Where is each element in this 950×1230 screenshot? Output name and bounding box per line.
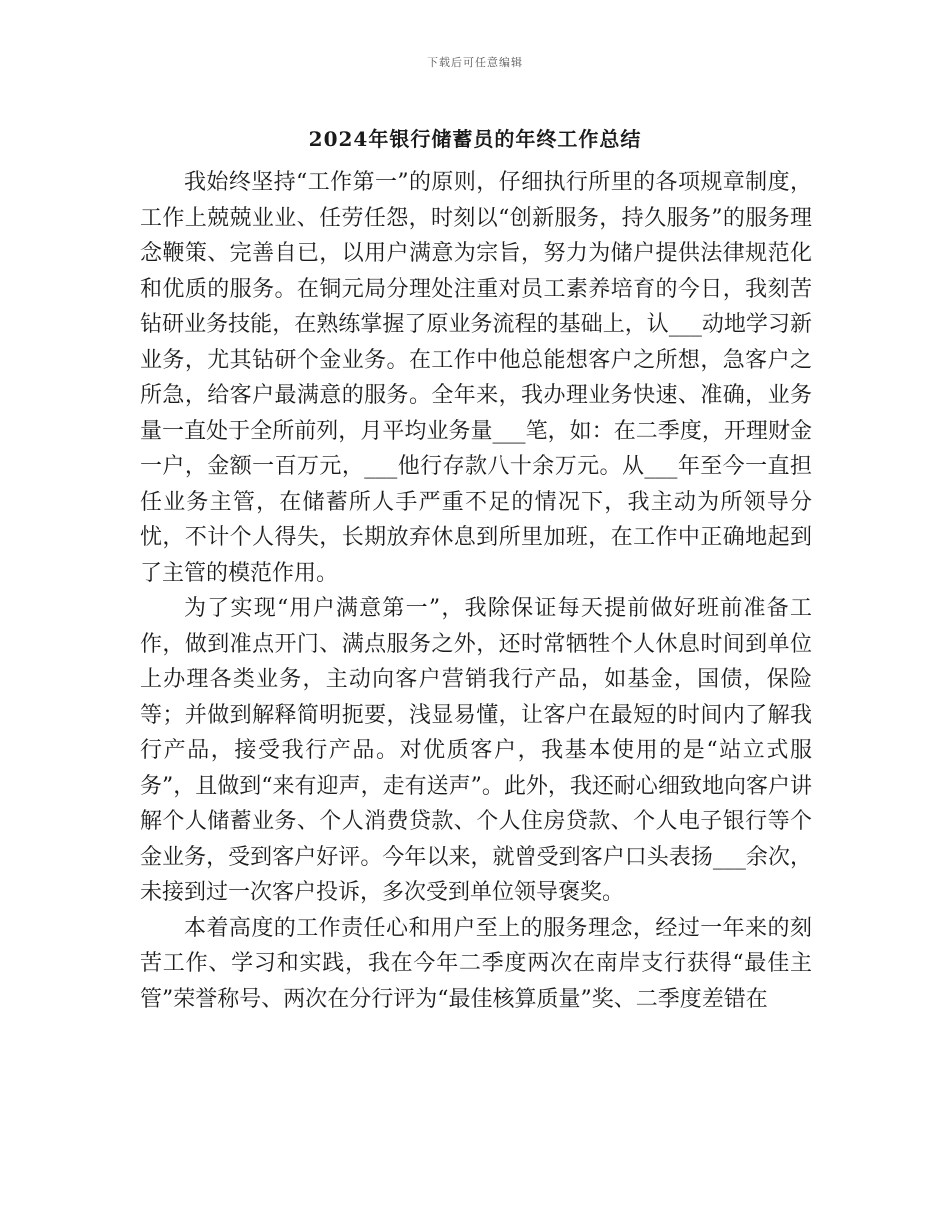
paragraph: 为了实现“用户满意第一”，我除保证每天提前做好班前准备工作，做到准点开门、满点服务之外，还时常牺牲个人休息时间到单位上办理各类业务，主动向客户营销我行产品，如基金，国债，保险等；并做到解释简明扼要，浅显易懂，让客户在最短的时间内了解我行产品，接受我行产品。对优质客户，我基本使用的是“站立式服务”，且做到“来有迎声，走有送声”。此外，我还耐心细致地向客户讲解个人储蓄业务、个人消费贷款、个人住房贷款、个人电子银行等个金业务，受到客户好评。今年以来，就曾受到客户口头表扬___余次，未接到过一次客户投诉，多次受到单位领导褒奖。 (140, 596, 812, 905)
document-title: 2024年银行储蓄员的年终工作总结 (308, 127, 642, 151)
header-note: 下载后可任意编辑 (427, 56, 523, 69)
paragraph: 本着高度的工作责任心和用户至上的服务理念，经过一年来的刻苦工作、学习和实践，我在今年二季度两次在南岸支行获得“最佳主管”荣誉称号、两次在分行评为“最佳核算质量”奖、二季度差错在 (140, 915, 812, 1012)
paragraph: 我始终坚持“工作第一”的原则，仔细执行所里的各项规章制度，工作上兢兢业业、任劳任怨，时刻以“创新服务，持久服务”的服务理念鞭策、完善自已，以用户满意为宗旨，努力为储户提供法律规范化和优质的服务。在铜元局分理处注重对员工素养培育的今日，我刻苦钻研业务技能，在熟练掌握了原业务流程的基础上，认___动地学习新业务，尤其钻研个金业务。在工作中他总能想客户之所想，急客户之所急，给客户最满意的服务。全年来，我办理业务快速、准确，业务量一直处于全所前列，月平均业务量___笔，如：在二季度，开理财金一户，金额一百万元，___他行存款八十余万元。从___年至今一直担任业务主管，在储蓄所人手严重不足的情况下，我主动为所领导分忧，不计个人得失，长期放弃休息到所里加班，在工作中正确地起到了主管的模范作用。 (140, 170, 812, 586)
document-body (140, 165, 812, 1017)
